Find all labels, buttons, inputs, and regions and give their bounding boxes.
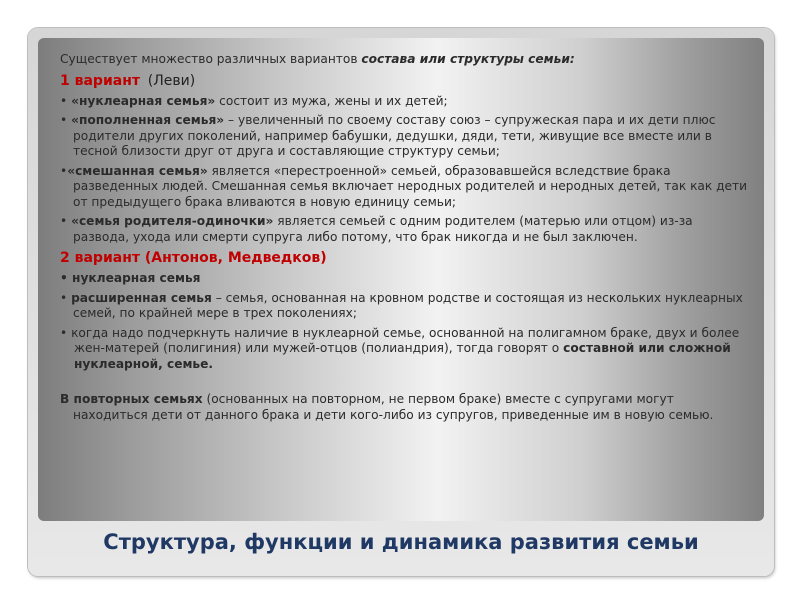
variant-1-author: (Леви) [147,72,196,89]
slide-title: Структура, функции и динамика развития семьи [103,530,699,554]
content-panel [38,38,764,521]
term-extended-2: расширенная семья [71,290,212,305]
term-blended: «смешанная семья» [67,163,208,178]
spacer [60,376,750,392]
bullet: • [60,113,72,127]
definition-repeat-family: (основанных на повторном, не первом браке) вместе с супругами могут находиться дети от данного брака и дети кого-либо из супругов, приведенные им в новую семью. [73,392,714,422]
intro-paragraph [60,52,750,68]
list-item-extended-2 [60,291,750,322]
list-item-composite [60,326,750,373]
variant-1-heading [60,72,750,90]
list-item-extended [60,113,750,160]
definition-blended: является «перестроенной» семьей, образовавшейся вследствие брака разведенных людей. Смешанная семья включает неродных родителей и неродных детей, так как дети от предыдущего брака вливаются в новую единицу семьи; [73,163,748,209]
variant-2-heading [60,249,750,267]
list-item-nuclear [60,94,750,110]
definition-nuclear: состоит из мужа, жены и их детей; [215,93,448,108]
bullet: • [60,93,72,108]
list-item-nuclear-2: • нуклеарная семья [60,271,201,285]
definition-extended-2: – семья, основанная на кровном родстве и состоящая из нескольких нуклеарных семей, по крайней мере в трех поколениях; [73,290,743,320]
variant-2-label: 2 вариант (Антонов, Медведков) [60,250,327,266]
list-item-blended [60,164,750,211]
body-text [60,52,750,427]
bullet: • [60,290,72,305]
term-extended: «пополненная семья» [71,113,225,127]
term-nuclear: «нуклеарная семья» [71,93,216,108]
variant-1-label: 1 вариант [60,72,140,89]
intro-emphasis: состава или структуры семьи: [361,52,575,66]
term-single-parent: «семья родителя-одиночки» [71,214,274,228]
bullet: • [60,214,72,228]
definition-single-parent: является семьей с одним родителем (матерью или отцом) из-за развода, ухода или смерти супруга либо потому, что брак никогда и не был заключен. [73,214,693,244]
definition-composite: • когда надо подчеркнуть наличие в нуклеарной семье, основанной на полигамном браке, двух и более жен-матерей (полигиния) или мужей-отцов (полиандрия), тогда говорят о [60,325,740,355]
repeat-family-paragraph [60,392,750,423]
list-item-single-parent [60,214,750,245]
definition-extended: – увеличенный по своему составу союз – супружеская пара и их дети плюс родители других поколений, например бабушки, дедушки, дяди, тети, живущие все вместе или в тесной близости друг от друга и составляющие структуру семьи; [73,113,716,158]
term-composite: составной или сложной нуклеарной, семье. [74,341,731,371]
term-repeat-family: В повторных семьях [60,392,203,406]
bullet: • [60,163,68,178]
intro-text: Существует множество различных вариантов [60,52,362,66]
